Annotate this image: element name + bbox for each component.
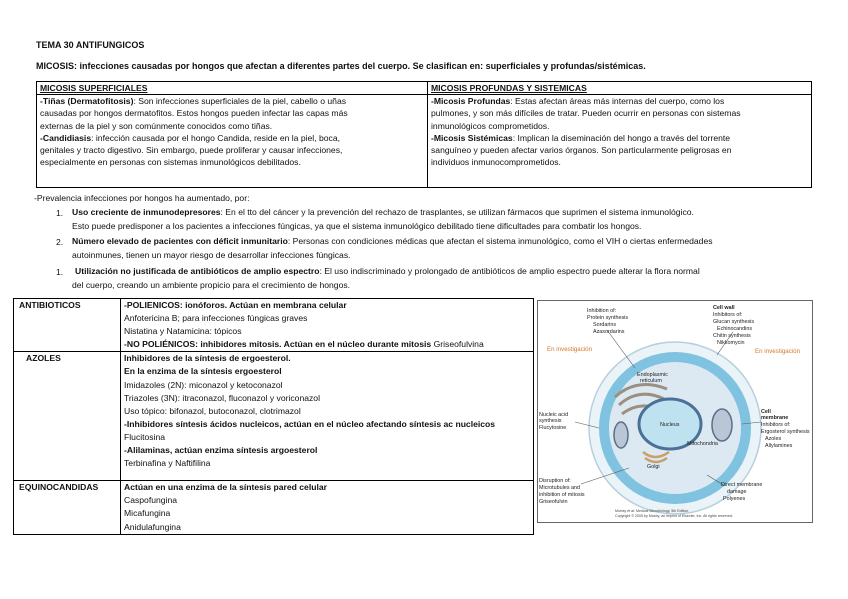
list-item-continuation: del cuerpo, creando un ambiente propicio para el crecimiento de hongos. (72, 280, 351, 290)
cellwall-label: Cell wall (713, 305, 735, 311)
profundas-cell (428, 95, 812, 188)
candidiasis-line-1: : infección causada por el hongo Candida, reside en la piel, boca, (91, 132, 341, 143)
azoles-line: Terbinafina y Naftifilina (124, 458, 211, 469)
table-row (14, 352, 534, 481)
list-item-text: : Personas con condiciones médicas que afectan el sistema inmunológico, como el VIH o ciertas enfermedades (287, 236, 713, 246)
azoles-line: Inhibidores de la síntesis de ergoesterol. (124, 353, 291, 364)
er-label: Endoplasmic (637, 372, 668, 378)
direct-label: damage (727, 489, 747, 495)
candidiasis-line-2: genitales y tracto digestivo. Sin embargo, puede proliferar y causar infecciones, (40, 145, 343, 156)
azoles-line: Imidazoles (2N): miconazol y ketoconazol (124, 379, 283, 390)
antibioticos-cell (121, 299, 534, 352)
equinocandidas-line: Actúan en una enzima de la síntesis pared celular (124, 482, 327, 493)
direct-label: Polyenes (723, 496, 746, 502)
investigacion-label-right: En investigación (755, 348, 801, 355)
disruption-label: Griseofulvin (539, 499, 568, 505)
golgi-label: Golgi (647, 464, 660, 470)
equinocandidas-line: Anidulafungina (124, 521, 181, 532)
list-number: 1. (56, 208, 64, 218)
list-number: 2. (56, 237, 64, 247)
figure-credit: Copyright © 2005 by Mosby, an imprint of Elsevier, Inc. All rights reserved. (615, 514, 733, 518)
membrane-label: Allylamines (765, 443, 793, 449)
er-label: reticulum (640, 378, 662, 384)
nucleus-label: Nucleus (660, 422, 680, 428)
profundas-term: -Micosis Profundas (431, 96, 511, 107)
protein-label: Inhibition of: (587, 308, 617, 314)
list-item-text: : El uso indiscriminado y prolongado de antibióticos de amplio espectro puede alterar la flora normal (319, 266, 700, 276)
profundas-header: MICOSIS PROFUNDAS Y SISTEMICAS (428, 82, 812, 95)
list-item (75, 265, 700, 278)
sistemicas-term: -Micosis Sistémicas (431, 132, 513, 143)
cellwall-label: Echinocandins (717, 326, 753, 332)
azoles-line: Uso tópico: bifonazol, butoconazol, clotrimazol (124, 405, 301, 416)
micosis-label: MICOSIS: (36, 61, 78, 71)
list-item (72, 235, 713, 248)
figure-credit: Murray et al: Medical Microbiology, 5th Edition. (615, 509, 690, 513)
nucleic-label: Nucleic acid (539, 412, 569, 418)
list-item-bold: Uso creciente de inmunodepresores (72, 207, 221, 217)
tinas-line-3: externas de la piel y son comúnmente conocidos como tiñas. (40, 120, 273, 131)
table-row (14, 481, 534, 534)
disruption-label: inhibition of mitosis (539, 492, 585, 498)
candidiasis-line-3: especialmente en personas con sistemas inmunológicos debilitados. (40, 157, 301, 168)
equinocandidas-line: Caspofungina (124, 495, 178, 506)
profundas-line-3: inmunológicos comprometidos. (431, 120, 550, 131)
equinocandidas-line: Micafungina (124, 508, 171, 519)
azoles-line: -Inhibidores síntesis ácidos nucleicos, actúan en el núcleo afectando síntesis ac nucleicos (124, 418, 496, 429)
equinocandidas-label: EQUINOCANDIDAS (14, 481, 121, 534)
mitochondria-shape (614, 422, 628, 448)
list-item-continuation: Esto puede predisponer a los pacientes a infecciones fúngicas, ya que el sistema inmunológico debilitado tiene dificultades para combatir los hongos. (72, 221, 642, 231)
tinas-term: -Tiñas (Dermatofitosis) (40, 96, 134, 107)
list-item-bold: Utilización no justificada de antibióticos de amplio espectro (75, 266, 320, 276)
equinocandidas-cell (121, 481, 534, 534)
micosis-definition (36, 60, 646, 72)
list-item-text: : En el tto del cáncer y la prevención del rechazo de trasplantes, se utilizan fármacos que suprimen el sistema inmunológico. (220, 207, 694, 217)
disruption-label: Disruption of: (539, 478, 571, 484)
nucleic-label: Flucytosine (539, 425, 567, 431)
micosis-text: infecciones causadas por hongos que afectan a diferentes partes del cuerpo. Se clasifican en: superficiales y profundas/sistémicas. (77, 61, 646, 71)
nucleic-label: synthesis (539, 418, 562, 424)
azoles-line: Triazoles (3N): itraconazol, fluconazol y voriconazol (124, 392, 320, 403)
cellwall-label: Nikkomycin (717, 340, 745, 346)
antibioticos-line: -POLIENICOS: ionóforos. Actúan en membrana celular (124, 300, 347, 310)
azoles-line: -Alilaminas, actúan enzima síntesis argoesterol (124, 445, 318, 456)
mitochondria-shape (712, 409, 732, 441)
protein-label: Sordarins (593, 322, 617, 328)
membrane-label: Inhibitors of: (761, 422, 791, 428)
superficiales-header: MICOSIS SUPERFICIALES (37, 82, 428, 95)
cellwall-label: Inhibitors of: (713, 312, 743, 318)
page-title: TEMA 30 ANTIFUNGICOS (36, 40, 145, 50)
list-number: 1. (56, 267, 64, 277)
fungal-cell-figure (537, 300, 813, 523)
membrane-label: Azoles (765, 436, 782, 442)
antibioticos-label: ANTIBIOTICOS (14, 299, 121, 352)
antifungal-table (13, 298, 534, 535)
candidiasis-term: -Candidiasis (40, 132, 92, 143)
antibioticos-line: Anfotericina B; para infecciones fúngicas graves (124, 313, 308, 324)
tinas-line-2: causadas por hongos dermatofitos. Estos hongos pueden infectar las capas más (40, 108, 348, 119)
profundas-line-1: : Estas afectan áreas más internas del cuerpo, como los (510, 96, 725, 107)
protein-label: Azasordarins (593, 329, 625, 335)
membrane-label: Cell (761, 409, 771, 415)
sistemicas-line-1: : Implican la diseminación del hongo a través del torrente (512, 132, 731, 143)
antibioticos-line: -NO POLIÉNICOS: inhibidores mitosis. Actúan en el núcleo durante mitosis (124, 339, 432, 350)
list-item-continuation: autoinmunes, tienen un mayor riesgo de desarrollar infecciones fúngicas. (72, 250, 351, 260)
sistemicas-line-2: sanguíneo y pueden afectar varios órganos. Son particularmente peligrosas en (431, 145, 732, 156)
protein-label: Protein synthesis (587, 315, 629, 321)
cellwall-label: Glucan synthesis (713, 319, 755, 325)
table-row (14, 299, 534, 352)
mitochondria-label: Mitochondria (687, 441, 718, 447)
prevalencia-intro: -Prevalencia infecciones por hongos ha aumentado, por: (34, 193, 250, 203)
azoles-label: AZOLES (14, 352, 121, 481)
superficiales-cell (37, 95, 428, 188)
list-item (72, 206, 694, 219)
investigacion-label-left: En investigación (547, 346, 593, 353)
cellwall-label: Chitin synthesis (713, 333, 751, 339)
sistemicas-line-3: individuos inmunocomprometidos. (431, 157, 561, 168)
direct-label: Direct membrane (721, 482, 763, 488)
tinas-line-1: : Son infecciones superficiales de la piel, cabello o uñas (133, 96, 347, 107)
antibioticos-line: Griseofulvina (431, 339, 484, 350)
profundas-line-2: pulmones, y son más difíciles de tratar. Pueden ocurrir en personas con sistemas (431, 108, 741, 119)
micosis-table (36, 81, 812, 188)
list-item-bold: Número elevado de pacientes con déficit inmunitario (72, 236, 288, 246)
antibioticos-line: Nistatina y Natamicina: tópicos (124, 326, 242, 337)
azoles-cell (121, 352, 534, 481)
membrane-label: Ergosterol synthesis (761, 429, 810, 435)
membrane-label: membrane (761, 415, 789, 421)
disruption-label: Microtubules and (539, 485, 581, 491)
azoles-line: En la enzima de la síntesis ergoesterol (124, 366, 282, 377)
azoles-line: Flucitosina (124, 431, 166, 442)
